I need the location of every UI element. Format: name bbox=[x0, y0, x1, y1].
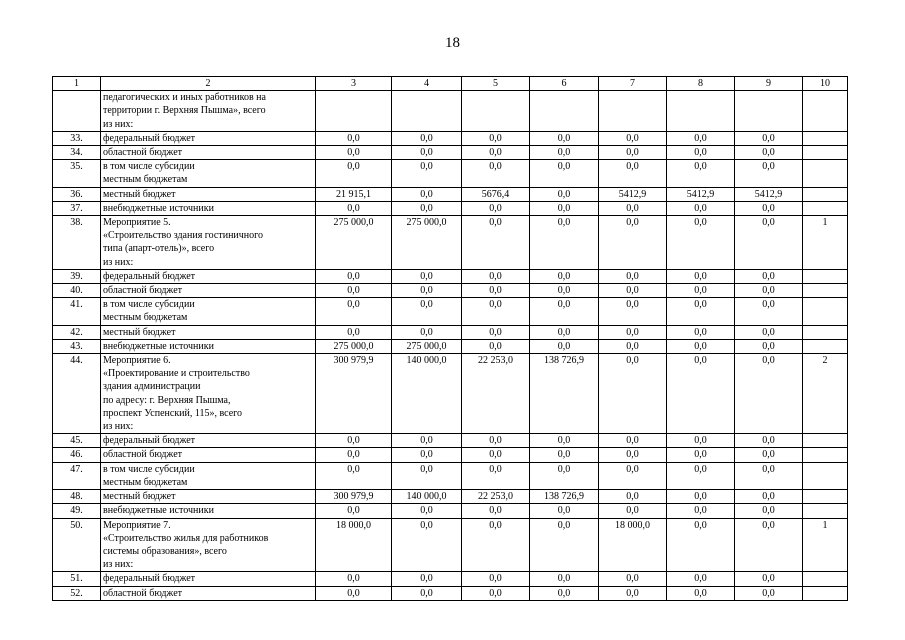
row-name: местный бюджет bbox=[101, 187, 316, 201]
row-name: Мероприятие 6. «Проектирование и строительство здания администрации по адресу: г. Верхняя Пышма, проспект Успенский, 115», всего из них: bbox=[101, 354, 316, 434]
value-cell: 0,0 bbox=[599, 131, 667, 145]
value-cell: 5676,4 bbox=[462, 187, 530, 201]
note-cell: 1 bbox=[803, 216, 848, 270]
value-cell: 0,0 bbox=[392, 462, 462, 489]
value-cell: 0,0 bbox=[667, 434, 735, 448]
value-cell: 0,0 bbox=[462, 504, 530, 518]
value-cell: 0,0 bbox=[530, 131, 599, 145]
value-cell: 0,0 bbox=[316, 586, 392, 600]
value-cell: 0,0 bbox=[735, 269, 803, 283]
value-cell: 0,0 bbox=[392, 434, 462, 448]
value-cell: 0,0 bbox=[667, 325, 735, 339]
note-cell bbox=[803, 146, 848, 160]
row-name: в том числе субсидии местным бюджетам bbox=[101, 160, 316, 187]
value-cell: 0,0 bbox=[316, 284, 392, 298]
value-cell: 0,0 bbox=[392, 504, 462, 518]
value-cell: 0,0 bbox=[599, 462, 667, 489]
value-cell: 0,0 bbox=[667, 216, 735, 270]
table-row bbox=[53, 187, 848, 201]
row-number: 36. bbox=[53, 187, 101, 201]
note-cell bbox=[803, 572, 848, 586]
value-cell: 0,0 bbox=[316, 201, 392, 215]
value-cell: 0,0 bbox=[462, 201, 530, 215]
value-cell: 0,0 bbox=[599, 201, 667, 215]
value-cell: 0,0 bbox=[735, 131, 803, 145]
note-cell bbox=[803, 504, 848, 518]
row-name: местный бюджет bbox=[101, 325, 316, 339]
note-cell bbox=[803, 490, 848, 504]
row-number: 33. bbox=[53, 131, 101, 145]
value-cell: 0,0 bbox=[599, 216, 667, 270]
value-cell: 0,0 bbox=[667, 298, 735, 325]
value-cell: 0,0 bbox=[599, 269, 667, 283]
table-row bbox=[53, 131, 848, 145]
value-cell: 0,0 bbox=[462, 448, 530, 462]
table-row bbox=[53, 201, 848, 215]
value-cell: 0,0 bbox=[462, 518, 530, 572]
table-row bbox=[53, 462, 848, 489]
note-cell bbox=[803, 160, 848, 187]
row-number: 47. bbox=[53, 462, 101, 489]
value-cell: 0,0 bbox=[667, 160, 735, 187]
value-cell: 0,0 bbox=[462, 325, 530, 339]
value-cell: 0,0 bbox=[392, 160, 462, 187]
row-number: 51. bbox=[53, 572, 101, 586]
value-cell: 18 000,0 bbox=[316, 518, 392, 572]
column-header: 9 bbox=[735, 77, 803, 91]
value-cell: 0,0 bbox=[530, 586, 599, 600]
row-name: федеральный бюджет bbox=[101, 434, 316, 448]
note-cell bbox=[803, 462, 848, 489]
header-row bbox=[53, 77, 848, 91]
value-cell: 275 000,0 bbox=[392, 216, 462, 270]
value-cell: 0,0 bbox=[462, 284, 530, 298]
value-cell: 0,0 bbox=[392, 201, 462, 215]
note-cell bbox=[803, 448, 848, 462]
value-cell: 275 000,0 bbox=[316, 216, 392, 270]
row-number: 35. bbox=[53, 160, 101, 187]
value-cell: 0,0 bbox=[392, 325, 462, 339]
row-name: областной бюджет bbox=[101, 586, 316, 600]
row-name: внебюджетные источники bbox=[101, 504, 316, 518]
row-number: 48. bbox=[53, 490, 101, 504]
value-cell: 0,0 bbox=[599, 434, 667, 448]
value-cell: 0,0 bbox=[530, 448, 599, 462]
column-header: 7 bbox=[599, 77, 667, 91]
note-cell bbox=[803, 325, 848, 339]
value-cell: 0,0 bbox=[735, 518, 803, 572]
note-cell bbox=[803, 187, 848, 201]
row-name: педагогических и иных работников на территории г. Верхняя Пышма», всего из них: bbox=[101, 91, 316, 132]
value-cell: 0,0 bbox=[462, 298, 530, 325]
value-cell: 0,0 bbox=[735, 586, 803, 600]
table-row bbox=[53, 339, 848, 353]
value-cell bbox=[599, 91, 667, 132]
value-cell: 22 253,0 bbox=[462, 490, 530, 504]
value-cell: 0,0 bbox=[462, 131, 530, 145]
value-cell: 0,0 bbox=[530, 269, 599, 283]
row-name: областной бюджет bbox=[101, 448, 316, 462]
value-cell: 0,0 bbox=[599, 354, 667, 434]
note-cell bbox=[803, 586, 848, 600]
row-name: в том числе субсидии местным бюджетам bbox=[101, 298, 316, 325]
value-cell: 300 979,9 bbox=[316, 354, 392, 434]
value-cell: 18 000,0 bbox=[599, 518, 667, 572]
value-cell: 0,0 bbox=[316, 325, 392, 339]
value-cell: 0,0 bbox=[667, 490, 735, 504]
row-name: в том числе субсидии местным бюджетам bbox=[101, 462, 316, 489]
row-number: 52. bbox=[53, 586, 101, 600]
value-cell: 0,0 bbox=[667, 586, 735, 600]
budget-table bbox=[52, 76, 848, 601]
row-number bbox=[53, 91, 101, 132]
column-header: 8 bbox=[667, 77, 735, 91]
value-cell: 0,0 bbox=[599, 504, 667, 518]
value-cell: 0,0 bbox=[530, 160, 599, 187]
value-cell: 21 915,1 bbox=[316, 187, 392, 201]
value-cell: 0,0 bbox=[599, 339, 667, 353]
value-cell: 0,0 bbox=[530, 298, 599, 325]
column-header: 3 bbox=[316, 77, 392, 91]
value-cell: 0,0 bbox=[599, 490, 667, 504]
value-cell: 0,0 bbox=[530, 284, 599, 298]
value-cell: 0,0 bbox=[530, 339, 599, 353]
value-cell: 0,0 bbox=[667, 339, 735, 353]
value-cell: 0,0 bbox=[316, 146, 392, 160]
value-cell: 0,0 bbox=[392, 187, 462, 201]
value-cell bbox=[316, 91, 392, 132]
note-cell bbox=[803, 284, 848, 298]
table-row bbox=[53, 284, 848, 298]
row-name: федеральный бюджет bbox=[101, 269, 316, 283]
note-cell bbox=[803, 339, 848, 353]
row-name: федеральный бюджет bbox=[101, 131, 316, 145]
value-cell: 0,0 bbox=[667, 131, 735, 145]
column-header: 2 bbox=[101, 77, 316, 91]
table-row bbox=[53, 325, 848, 339]
row-number: 44. bbox=[53, 354, 101, 434]
value-cell: 0,0 bbox=[735, 462, 803, 489]
value-cell: 0,0 bbox=[735, 160, 803, 187]
value-cell: 0,0 bbox=[599, 586, 667, 600]
column-header: 5 bbox=[462, 77, 530, 91]
row-number: 42. bbox=[53, 325, 101, 339]
value-cell: 0,0 bbox=[667, 518, 735, 572]
row-name: внебюджетные источники bbox=[101, 339, 316, 353]
value-cell: 0,0 bbox=[530, 518, 599, 572]
row-number: 46. bbox=[53, 448, 101, 462]
value-cell: 0,0 bbox=[735, 146, 803, 160]
row-number: 40. bbox=[53, 284, 101, 298]
value-cell: 5412,9 bbox=[667, 187, 735, 201]
row-number: 39. bbox=[53, 269, 101, 283]
column-header: 4 bbox=[392, 77, 462, 91]
value-cell: 138 726,9 bbox=[530, 354, 599, 434]
value-cell bbox=[735, 91, 803, 132]
value-cell: 0,0 bbox=[316, 160, 392, 187]
value-cell: 0,0 bbox=[530, 187, 599, 201]
table-row bbox=[53, 216, 848, 270]
row-number: 34. bbox=[53, 146, 101, 160]
value-cell: 0,0 bbox=[599, 448, 667, 462]
value-cell: 0,0 bbox=[316, 298, 392, 325]
row-number: 38. bbox=[53, 216, 101, 270]
column-header: 1 bbox=[53, 77, 101, 91]
column-header: 10 bbox=[803, 77, 848, 91]
table-row bbox=[53, 298, 848, 325]
value-cell: 0,0 bbox=[530, 504, 599, 518]
table-row bbox=[53, 434, 848, 448]
value-cell: 0,0 bbox=[667, 284, 735, 298]
value-cell: 0,0 bbox=[735, 298, 803, 325]
row-number: 43. bbox=[53, 339, 101, 353]
value-cell: 0,0 bbox=[462, 572, 530, 586]
value-cell: 0,0 bbox=[462, 462, 530, 489]
row-number: 50. bbox=[53, 518, 101, 572]
table-row bbox=[53, 269, 848, 283]
row-number: 45. bbox=[53, 434, 101, 448]
table-row bbox=[53, 160, 848, 187]
row-number: 37. bbox=[53, 201, 101, 215]
value-cell: 0,0 bbox=[316, 572, 392, 586]
value-cell: 0,0 bbox=[462, 434, 530, 448]
row-name: Мероприятие 5. «Строительство здания гостиничного типа (апарт-отель)», всего из них: bbox=[101, 216, 316, 270]
value-cell: 0,0 bbox=[392, 586, 462, 600]
value-cell: 0,0 bbox=[599, 146, 667, 160]
value-cell: 0,0 bbox=[392, 284, 462, 298]
value-cell: 0,0 bbox=[735, 325, 803, 339]
row-name: Мероприятие 7. «Строительство жилья для работников системы образования», всего из них: bbox=[101, 518, 316, 572]
value-cell: 0,0 bbox=[392, 448, 462, 462]
value-cell: 0,0 bbox=[735, 490, 803, 504]
value-cell bbox=[392, 91, 462, 132]
value-cell: 0,0 bbox=[599, 284, 667, 298]
value-cell: 5412,9 bbox=[735, 187, 803, 201]
value-cell: 0,0 bbox=[667, 146, 735, 160]
value-cell: 0,0 bbox=[667, 448, 735, 462]
row-name: федеральный бюджет bbox=[101, 572, 316, 586]
value-cell: 0,0 bbox=[735, 504, 803, 518]
value-cell: 0,0 bbox=[316, 462, 392, 489]
value-cell: 0,0 bbox=[735, 354, 803, 434]
note-cell bbox=[803, 434, 848, 448]
note-cell bbox=[803, 298, 848, 325]
row-name: внебюджетные источники bbox=[101, 201, 316, 215]
row-name: областной бюджет bbox=[101, 146, 316, 160]
value-cell: 0,0 bbox=[462, 146, 530, 160]
table-row bbox=[53, 448, 848, 462]
value-cell: 0,0 bbox=[667, 201, 735, 215]
value-cell: 0,0 bbox=[462, 339, 530, 353]
value-cell: 0,0 bbox=[392, 298, 462, 325]
note-cell bbox=[803, 131, 848, 145]
note-cell bbox=[803, 91, 848, 132]
value-cell: 0,0 bbox=[735, 339, 803, 353]
row-number: 41. bbox=[53, 298, 101, 325]
table-row bbox=[53, 354, 848, 434]
value-cell: 0,0 bbox=[667, 354, 735, 434]
table-row bbox=[53, 146, 848, 160]
page-number: 18 bbox=[445, 35, 460, 51]
value-cell bbox=[462, 91, 530, 132]
value-cell: 0,0 bbox=[392, 146, 462, 160]
table-row bbox=[53, 572, 848, 586]
value-cell: 0,0 bbox=[667, 269, 735, 283]
table-row bbox=[53, 504, 848, 518]
value-cell: 0,0 bbox=[735, 448, 803, 462]
column-header: 6 bbox=[530, 77, 599, 91]
value-cell: 140 000,0 bbox=[392, 354, 462, 434]
value-cell: 0,0 bbox=[599, 572, 667, 586]
value-cell: 0,0 bbox=[667, 572, 735, 586]
value-cell: 275 000,0 bbox=[392, 339, 462, 353]
value-cell: 0,0 bbox=[530, 201, 599, 215]
value-cell: 140 000,0 bbox=[392, 490, 462, 504]
value-cell: 0,0 bbox=[316, 131, 392, 145]
table-row bbox=[53, 518, 848, 572]
value-cell bbox=[667, 91, 735, 132]
row-name: областной бюджет bbox=[101, 284, 316, 298]
value-cell: 275 000,0 bbox=[316, 339, 392, 353]
value-cell: 0,0 bbox=[316, 269, 392, 283]
note-cell: 1 bbox=[803, 518, 848, 572]
value-cell: 0,0 bbox=[735, 434, 803, 448]
value-cell: 0,0 bbox=[316, 434, 392, 448]
value-cell: 0,0 bbox=[735, 216, 803, 270]
value-cell: 0,0 bbox=[599, 160, 667, 187]
value-cell: 5412,9 bbox=[599, 187, 667, 201]
value-cell: 0,0 bbox=[599, 325, 667, 339]
value-cell: 0,0 bbox=[530, 434, 599, 448]
value-cell: 0,0 bbox=[316, 504, 392, 518]
table-row bbox=[53, 490, 848, 504]
value-cell: 0,0 bbox=[735, 284, 803, 298]
value-cell: 0,0 bbox=[392, 131, 462, 145]
value-cell: 0,0 bbox=[392, 518, 462, 572]
table-body bbox=[53, 77, 848, 601]
note-cell bbox=[803, 269, 848, 283]
value-cell: 0,0 bbox=[735, 201, 803, 215]
value-cell: 0,0 bbox=[462, 160, 530, 187]
value-cell: 0,0 bbox=[667, 504, 735, 518]
value-cell: 0,0 bbox=[735, 572, 803, 586]
value-cell: 0,0 bbox=[392, 269, 462, 283]
value-cell: 0,0 bbox=[530, 572, 599, 586]
value-cell: 0,0 bbox=[462, 216, 530, 270]
value-cell: 0,0 bbox=[462, 586, 530, 600]
value-cell bbox=[530, 91, 599, 132]
value-cell: 0,0 bbox=[530, 216, 599, 270]
value-cell: 0,0 bbox=[530, 325, 599, 339]
table-row bbox=[53, 586, 848, 600]
value-cell: 0,0 bbox=[316, 448, 392, 462]
row-number: 49. bbox=[53, 504, 101, 518]
value-cell: 300 979,9 bbox=[316, 490, 392, 504]
note-cell bbox=[803, 201, 848, 215]
value-cell: 138 726,9 bbox=[530, 490, 599, 504]
table-row bbox=[53, 91, 848, 132]
value-cell: 0,0 bbox=[462, 269, 530, 283]
row-name: местный бюджет bbox=[101, 490, 316, 504]
note-cell: 2 bbox=[803, 354, 848, 434]
value-cell: 0,0 bbox=[530, 146, 599, 160]
value-cell: 0,0 bbox=[667, 462, 735, 489]
value-cell: 22 253,0 bbox=[462, 354, 530, 434]
value-cell: 0,0 bbox=[392, 572, 462, 586]
value-cell: 0,0 bbox=[530, 462, 599, 489]
value-cell: 0,0 bbox=[599, 298, 667, 325]
